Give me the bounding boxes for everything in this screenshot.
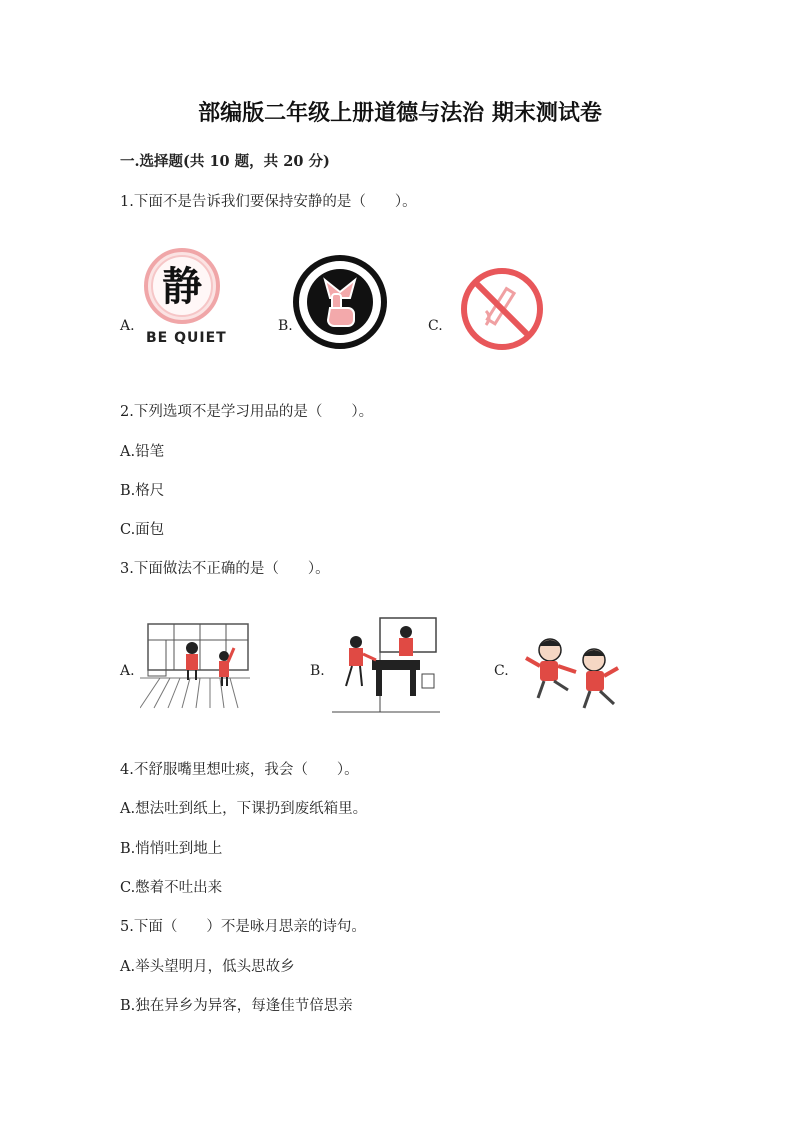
page-title: 部编版二年级上册道德与法治 期末测试卷 bbox=[198, 100, 602, 126]
children-wiping-desk-icon bbox=[332, 612, 440, 714]
quiet-sign-icon bbox=[140, 248, 240, 328]
q2-option-b: B.格尺 bbox=[120, 483, 165, 499]
q4-option-b: B.悄悄吐到地上 bbox=[120, 841, 223, 857]
q3-option-c-label: C. bbox=[494, 663, 509, 679]
q2-option-a: A.铅笔 bbox=[120, 444, 165, 460]
children-fighting-icon bbox=[518, 628, 630, 714]
shush-gesture-icon bbox=[292, 254, 388, 350]
q3-option-a-label: A. bbox=[120, 663, 135, 679]
q1-option-a-label: A. bbox=[120, 318, 135, 334]
q5-option-b: B.独在异乡为异客，每逢佳节倍思亲 bbox=[120, 998, 353, 1014]
question-2: 2.下列选项不是学习用品的是（ ）。 bbox=[120, 404, 374, 420]
children-cleaning-window-icon bbox=[140, 618, 250, 710]
q5-option-a: A.举头望明月，低头思故乡 bbox=[120, 959, 295, 975]
question-3: 3.下面做法不正确的是（ ）。 bbox=[120, 561, 330, 577]
q4-option-a: A.想法吐到纸上，下课扔到废纸箱里。 bbox=[120, 801, 368, 817]
section-heading: 一.选择题(共 10 题，共 20 分) bbox=[120, 153, 330, 170]
q1-option-b-label: B. bbox=[278, 318, 293, 334]
q1-option-c-label: C. bbox=[428, 318, 443, 334]
question-1: 1.下面不是告诉我们要保持安静的是（ ）。 bbox=[120, 194, 417, 210]
q2-option-c: C.面包 bbox=[120, 522, 165, 538]
q3-option-b-label: B. bbox=[310, 663, 325, 679]
quiet-sign-char: 静 bbox=[162, 263, 202, 310]
question-4: 4.不舒服嘴里想吐痰，我会（ ）。 bbox=[120, 762, 359, 778]
no-smoking-icon bbox=[458, 265, 548, 353]
quiet-sign-caption: BE QUIET bbox=[146, 330, 227, 346]
question-5: 5.下面（ ）不是咏月思亲的诗句。 bbox=[120, 919, 366, 935]
q4-option-c: C.憋着不吐出来 bbox=[120, 880, 223, 896]
